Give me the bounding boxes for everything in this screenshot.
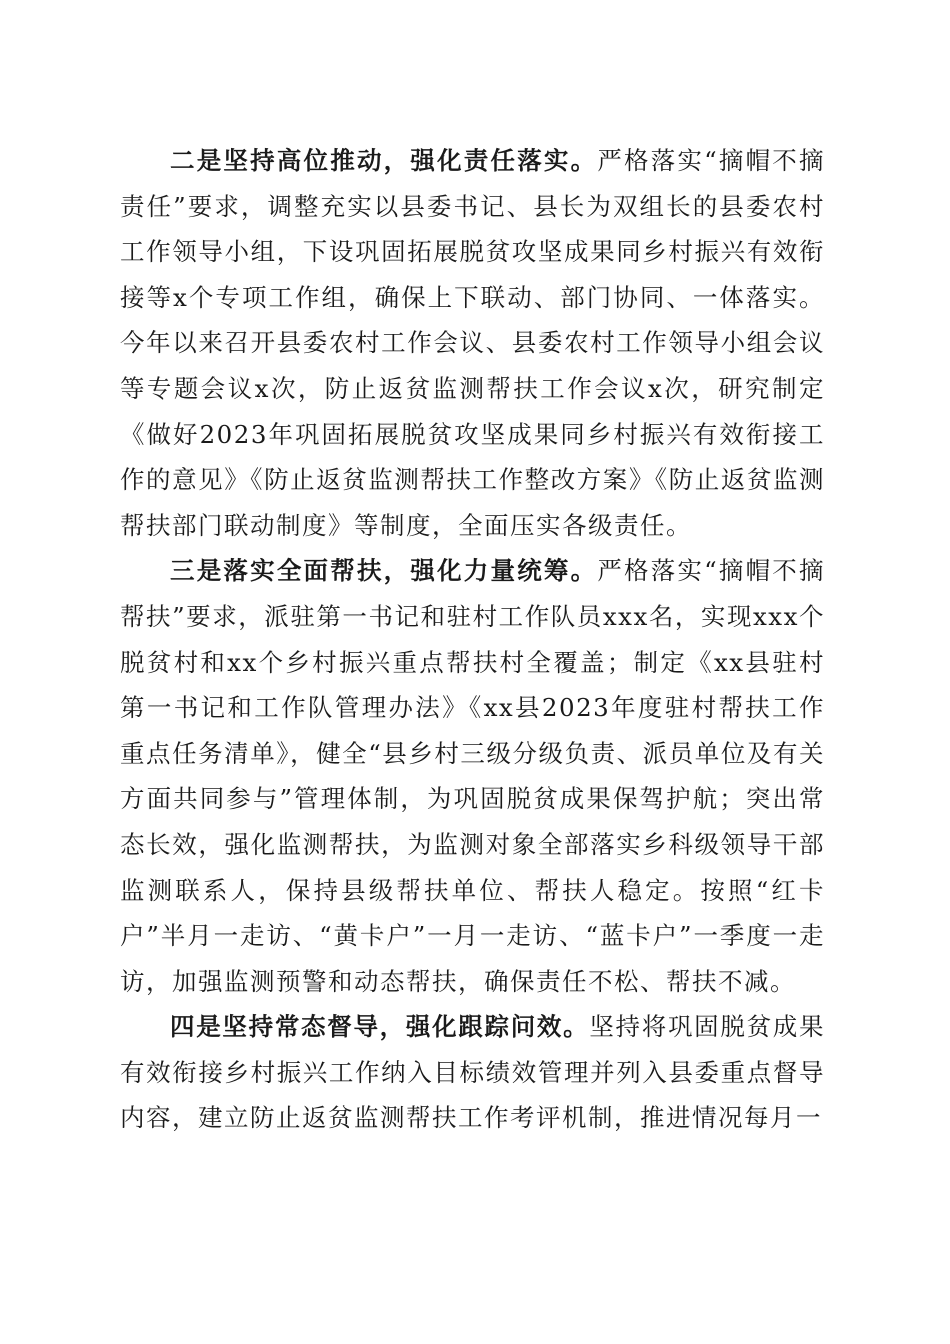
paragraph-text: 坚持将巩固脱贫成果有效衔接乡村振兴工作纳入目标绩效管理并列入县委重点督导内容，建立防止返贫监测帮扶工作考评机制，推进情况每月一: [120, 1012, 826, 1133]
paragraph-responsibility: [120, 138, 825, 548]
paragraph-text: 严格落实“摘帽不摘责任”要求，调整充实以县委书记、县长为双组长的县委农村工作领导小组，下设巩固拓展脱贫攻坚成果同乡村振兴有效衔接等x个专项工作组，确保上下联动、部门协同、一体落实。今年以来召开县委农村工作会议、县委农村工作领导小组会议等专题会议x次，防止返贫监测帮扶工作会议x次，研究制定《做好2023年巩固拓展脱贫攻坚成果同乡村振兴有效衔接工作的意见》《防止返贫监测帮扶工作整改方案》《防止返贫监测帮扶部门联动制度》等制度，全面压实各级责任。: [120, 146, 825, 540]
paragraph-supervision: [120, 1004, 825, 1141]
paragraph-heading: 四是坚持常态督导，强化跟踪问效。: [170, 1012, 590, 1042]
paragraph-heading: 二是坚持高位推动，强化责任落实。: [170, 146, 598, 175]
document-body: [120, 138, 825, 1141]
paragraph-text: 严格落实“摘帽不摘帮扶”要求，派驻第一书记和驻村工作队员xxx名，实现xxx个脱贫村和xx个乡村振兴重点帮扶村全覆盖；制定《xx县驻村第一书记和工作队管理办法》《xx县2023年度驻村帮扶工作重点任务清单》，健全“县乡村三级分级负责、派员单位及有关方面共同参与”管理体制，为巩固脱贫成果保驾护航；突出常态长效，强化监测帮扶，为监测对象全部落实乡科级领导干部监测联系人，保持县级帮扶单位、帮扶人稳定。按照“红卡户”半月一走访、“黄卡户”一月一走访、“蓝卡户”一季度一走访，加强监测预警和动态帮扶，确保责任不松、帮扶不减。: [120, 556, 825, 996]
paragraph-heading: 三是落实全面帮扶，强化力量统筹。: [170, 556, 598, 586]
paragraph-assistance: [120, 548, 825, 1004]
